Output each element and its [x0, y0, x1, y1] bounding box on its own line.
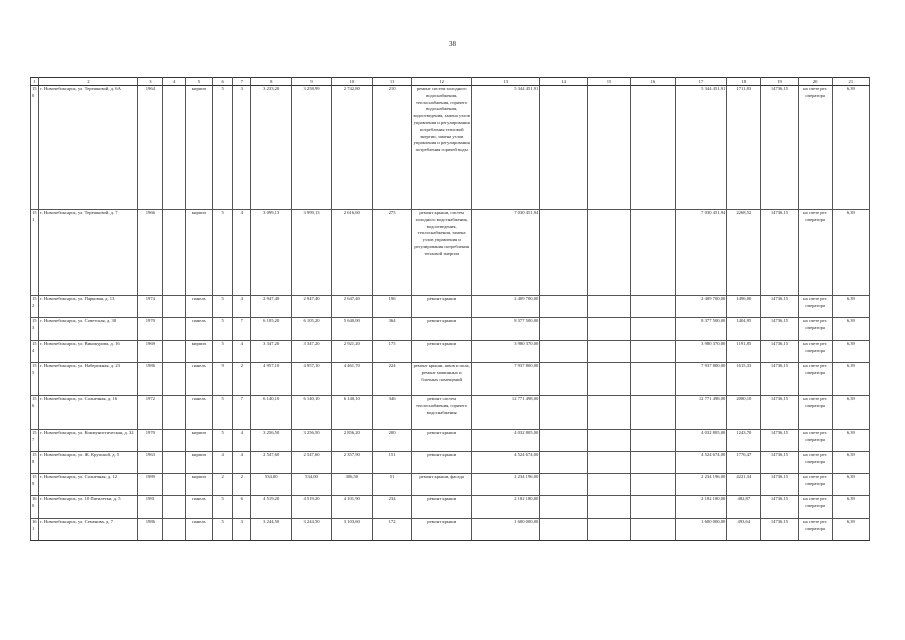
completion-year-cell: 6,39 [832, 519, 869, 541]
area-premises-cell: 4 957,10 [292, 363, 331, 396]
num-cell: 152 [31, 296, 39, 318]
address-cell: г. Новочебоксарск, ул. Семенова, д. 7 [39, 519, 138, 541]
column-number-cell: 8 [251, 78, 292, 86]
unit-cost-cell: 1404,95 [727, 318, 761, 341]
residents-cell: 151 [372, 452, 411, 474]
year-built-cell: 1986 [138, 519, 163, 541]
limit-cost-cell: 14736,15 [761, 430, 798, 452]
repair-works-cell: ремонт крыши, швов и пола, ремонт машинных и блочных помещений [412, 363, 472, 396]
year-built-cell: 1972 [138, 396, 163, 430]
fund-amount-cell: 2 182 180,00 [675, 496, 727, 519]
area-premises-cell: 3 258,99 [292, 86, 331, 210]
area-premises-cell: 6 140,10 [292, 396, 331, 430]
empty-cell [163, 318, 186, 341]
residents-cell: 200 [372, 430, 411, 452]
funding-source-cell: на счете рег. оператора [798, 210, 832, 296]
address-cell: г. Новочебоксарск, ул. Парковая, д. 13 [39, 296, 138, 318]
residents-cell: 224 [372, 363, 411, 396]
unit-cost-cell: 1615,33 [727, 363, 761, 396]
empty-cell [163, 86, 186, 210]
address-cell: г. Новочебоксарск, ул. 10 Пятилетки, д. 5 [39, 496, 138, 519]
empty-cell [163, 396, 186, 430]
table-row [31, 296, 870, 318]
column-number-cell: 10 [331, 78, 372, 86]
wall-material-cell: кирпич [185, 452, 212, 474]
address-cell: г. Новочебоксарск, ул. Коммунистическая, д. 32 [39, 430, 138, 452]
total-area-cell: 3 244,50 [251, 519, 292, 541]
table-row [31, 452, 870, 474]
total-area-cell: 6 105,20 [251, 318, 292, 341]
empty-cell [587, 519, 630, 541]
empty-cell [163, 452, 186, 474]
column-number-cell: 2 [39, 78, 138, 86]
floors-cell: 5 [212, 519, 233, 541]
completion-year-cell: 6,39 [832, 496, 869, 519]
column-number-cell: 9 [292, 78, 331, 86]
wall-material-cell: панель [185, 396, 212, 430]
entrances-cell: 2 [233, 363, 251, 396]
year-built-cell: 1986 [138, 363, 163, 396]
unit-cost-cell: 2080,10 [727, 396, 761, 430]
column-number-cell: 4 [163, 78, 186, 86]
entrances-cell: 3 [233, 86, 251, 210]
num-cell: 160 [31, 496, 39, 519]
total-area-cell: 2 547,60 [251, 452, 292, 474]
address-cell: г. Новочебоксарск, ул. Ж. Крупской, д. 5 [39, 452, 138, 474]
column-number-cell: 15 [587, 78, 630, 86]
year-built-cell: 1974 [138, 296, 163, 318]
year-built-cell: 1981 [138, 496, 163, 519]
repair-works-cell: ремонт систем холодного водоснабжения, теплоснабжения, горячего водоснабжения, водоотведения, замена узлов управления и регулирования потребления тепловой энергии, замена узлов управления и регулирования потребления горячей воды [412, 86, 472, 210]
area-residential-cell: 306,50 [331, 474, 372, 496]
num-cell: 150 [31, 86, 39, 210]
repair-works-cell: ремонт крыши, фасада [412, 474, 472, 496]
fund-amount-cell: 2 409 700,00 [675, 296, 727, 318]
floors-cell: 5 [212, 341, 233, 363]
empty-cell [163, 474, 186, 496]
empty-cell [540, 519, 588, 541]
funding-source-cell: на счете рег. оператора [798, 341, 832, 363]
completion-year-cell: 6,39 [832, 210, 869, 296]
empty-cell [540, 86, 588, 210]
column-number-cell: 20 [798, 78, 832, 86]
limit-cost-cell: 14736,15 [761, 474, 798, 496]
total-cost-cell: 3 980 370,00 [472, 341, 540, 363]
residents-cell: 275 [372, 210, 411, 296]
empty-cell [631, 341, 675, 363]
column-number-cell: 7 [233, 78, 251, 86]
empty-cell [540, 363, 588, 396]
wall-material-cell: панель [185, 519, 212, 541]
total-area-cell: 4 957,10 [251, 363, 292, 396]
area-residential-cell: 4 101,90 [331, 496, 372, 519]
empty-cell [163, 430, 186, 452]
residents-cell: 364 [372, 318, 411, 341]
repair-works-cell: ремонт крыши [412, 496, 472, 519]
fund-amount-cell: 1 600 000,00 [675, 519, 727, 541]
empty-cell [540, 341, 588, 363]
column-number-cell: 14 [540, 78, 588, 86]
empty-cell [587, 496, 630, 519]
address-cell: г. Новочебоксарск, ул. Советская, д. 30 [39, 318, 138, 341]
fund-amount-cell: 4 524 674,00 [675, 452, 727, 474]
total-area-cell: 534,00 [251, 474, 292, 496]
year-built-cell: 1964 [138, 86, 163, 210]
area-premises-cell: 3 347,20 [292, 341, 331, 363]
area-premises-cell: 4 519,20 [292, 496, 331, 519]
limit-cost-cell: 14736,15 [761, 519, 798, 541]
empty-cell [587, 341, 630, 363]
unit-cost-cell: 1191,85 [727, 341, 761, 363]
table-row [31, 430, 870, 452]
unit-cost-cell: 493,64 [727, 519, 761, 541]
table-row [31, 519, 870, 541]
completion-year-cell: 6,39 [832, 474, 869, 496]
wall-material-cell: кирпич [185, 474, 212, 496]
limit-cost-cell: 14736,15 [761, 452, 798, 474]
total-area-cell: 3 256,50 [251, 430, 292, 452]
unit-cost-cell: 1711,83 [727, 86, 761, 210]
address-cell: г. Новочебоксарск, ул. Солнечная, д. 16 [39, 396, 138, 430]
empty-cell [540, 430, 588, 452]
table-row [31, 318, 870, 341]
num-cell: 155 [31, 363, 39, 396]
residents-cell: 210 [372, 86, 411, 210]
funding-source-cell: на счете рег. оператора [798, 430, 832, 452]
total-area-cell: 6 140,10 [251, 396, 292, 430]
funding-source-cell: на счете рег. оператора [798, 396, 832, 430]
column-number-cell: 17 [675, 78, 727, 86]
limit-cost-cell: 14736,15 [761, 210, 798, 296]
empty-cell [631, 396, 675, 430]
empty-cell [631, 496, 675, 519]
repair-works-cell: ремонт крыши, систем холодного водоснабжения, водоотведения, теплоснабжения, замена узлов управления и регулирования потребления тепловой энергии [412, 210, 472, 296]
unit-cost-cell: 4221,34 [727, 474, 761, 496]
entrances-cell: 4 [233, 210, 251, 296]
residents-cell: 234 [372, 496, 411, 519]
fund-amount-cell: 3 980 370,00 [675, 341, 727, 363]
residents-cell: 172 [372, 519, 411, 541]
empty-cell [163, 519, 186, 541]
empty-cell [540, 396, 588, 430]
total-cost-cell: 4 524 674,00 [472, 452, 540, 474]
area-residential-cell: 6 140,10 [331, 396, 372, 430]
funding-source-cell: на счете рег. оператора [798, 474, 832, 496]
limit-cost-cell: 14736,15 [761, 396, 798, 430]
floors-cell: 5 [212, 396, 233, 430]
num-cell: 159 [31, 474, 39, 496]
column-number-cell: 5 [185, 78, 212, 86]
unit-cost-cell: 482,87 [727, 496, 761, 519]
area-premises-cell: 3 256,50 [292, 430, 331, 452]
empty-cell [540, 452, 588, 474]
empty-cell [631, 430, 675, 452]
year-built-cell: 1970 [138, 318, 163, 341]
empty-cell [631, 474, 675, 496]
empty-cell [587, 210, 630, 296]
empty-cell [631, 452, 675, 474]
total-cost-cell: 7 030 451,94 [472, 210, 540, 296]
fund-amount-cell: 8 377 500,00 [675, 318, 727, 341]
fund-amount-cell: 7 937 800,00 [675, 363, 727, 396]
empty-cell [587, 430, 630, 452]
year-built-cell: 1963 [138, 452, 163, 474]
column-number-cell: 19 [761, 78, 798, 86]
total-area-cell: 3 099,13 [251, 210, 292, 296]
table-row [31, 496, 870, 519]
year-built-cell: 1989 [138, 474, 163, 496]
wall-material-cell: панель [185, 318, 212, 341]
fund-amount-cell: 5 344 451,91 [675, 86, 727, 210]
column-number-cell: 1 [31, 78, 39, 86]
wall-material-cell: панель [185, 296, 212, 318]
limit-cost-cell: 14736,15 [761, 318, 798, 341]
completion-year-cell: 6,39 [832, 318, 869, 341]
empty-cell [587, 396, 630, 430]
limit-cost-cell: 14736,15 [761, 296, 798, 318]
empty-cell [587, 474, 630, 496]
empty-cell [587, 318, 630, 341]
empty-cell [587, 452, 630, 474]
num-cell: 153 [31, 318, 39, 341]
empty-cell [587, 363, 630, 396]
area-premises-cell: 2 547,60 [292, 452, 331, 474]
area-residential-cell: 2 357,90 [331, 452, 372, 474]
empty-cell [163, 341, 186, 363]
funding-source-cell: на счете рег. оператора [798, 519, 832, 541]
completion-year-cell: 6,39 [832, 296, 869, 318]
total-cost-cell: 2 182 180,00 [472, 496, 540, 519]
total-cost-cell: 2 409 700,00 [472, 296, 540, 318]
empty-cell [163, 363, 186, 396]
table-row [31, 341, 870, 363]
total-cost-cell: 4 032 805,00 [472, 430, 540, 452]
entrances-cell: 3 [233, 519, 251, 541]
completion-year-cell: 6,39 [832, 86, 869, 210]
wall-material-cell: кирпич [185, 86, 212, 210]
total-cost-cell: 1 600 000,00 [472, 519, 540, 541]
area-premises-cell: 2 947,40 [292, 296, 331, 318]
total-cost-cell: 12 771 498,00 [472, 396, 540, 430]
area-residential-cell: 2 921,20 [331, 341, 372, 363]
entrances-cell: 4 [233, 430, 251, 452]
funding-source-cell: на счете рег. оператора [798, 318, 832, 341]
table-row [31, 86, 870, 210]
residents-cell: 51 [372, 474, 411, 496]
unit-cost-cell: 1776,47 [727, 452, 761, 474]
empty-cell [587, 86, 630, 210]
funding-source-cell: на счете рег. оператора [798, 496, 832, 519]
residents-cell: 196 [372, 296, 411, 318]
total-area-cell: 3 347,20 [251, 341, 292, 363]
capital-repair-table [30, 77, 870, 541]
total-cost-cell: 7 937 800,00 [472, 363, 540, 396]
floors-cell: 5 [212, 86, 233, 210]
empty-cell [631, 519, 675, 541]
fund-amount-cell: 12 771 498,00 [675, 396, 727, 430]
entrances-cell: 4 [233, 452, 251, 474]
funding-source-cell: на счете рег. оператора [798, 363, 832, 396]
floors-cell: 5 [212, 430, 233, 452]
empty-cell [540, 318, 588, 341]
address-cell: г. Новочебоксарск, ул. Терешковой, д. 7 [39, 210, 138, 296]
area-residential-cell: 2 616,60 [331, 210, 372, 296]
residents-cell: 175 [372, 341, 411, 363]
empty-cell [540, 474, 588, 496]
entrances-cell: 6 [233, 496, 251, 519]
area-residential-cell: 2 742,80 [331, 86, 372, 210]
limit-cost-cell: 14736,15 [761, 341, 798, 363]
total-area-cell: 4 519,20 [251, 496, 292, 519]
area-premises-cell: 3 999,13 [292, 210, 331, 296]
total-area-cell: 2 947,40 [251, 296, 292, 318]
area-residential-cell: 4 461,70 [331, 363, 372, 396]
completion-year-cell: 6,39 [832, 452, 869, 474]
column-number-cell: 16 [631, 78, 675, 86]
funding-source-cell: на счете рег. оператора [798, 452, 832, 474]
column-number-cell: 21 [832, 78, 869, 86]
unit-cost-cell: 1243,70 [727, 430, 761, 452]
empty-cell [540, 296, 588, 318]
entrances-cell: 7 [233, 318, 251, 341]
entrances-cell: 4 [233, 296, 251, 318]
empty-cell [540, 496, 588, 519]
address-cell: г. Новочебоксарск, ул. Терешковой, д. 6А [39, 86, 138, 210]
limit-cost-cell: 14736,15 [761, 86, 798, 210]
empty-cell [631, 318, 675, 341]
table-row [31, 396, 870, 430]
year-built-cell: 1970 [138, 430, 163, 452]
floors-cell: 5 [212, 318, 233, 341]
repair-works-cell: ремонт крыши [412, 430, 472, 452]
column-number-cell: 6 [212, 78, 233, 86]
wall-material-cell: панель [185, 363, 212, 396]
num-cell: 156 [31, 396, 39, 430]
address-cell: г. Новочебоксарск, ул. Солнечная, д. 12 [39, 474, 138, 496]
num-cell: 151 [31, 210, 39, 296]
column-number-cell: 11 [372, 78, 411, 86]
completion-year-cell: 6,39 [832, 363, 869, 396]
repair-works-cell: ремонт крыши [412, 296, 472, 318]
area-residential-cell: 2 856,20 [331, 430, 372, 452]
num-cell: 158 [31, 452, 39, 474]
column-number-cell: 13 [472, 78, 540, 86]
wall-material-cell: кирпич [185, 341, 212, 363]
completion-year-cell: 6,39 [832, 396, 869, 430]
wall-material-cell: кирпич [185, 430, 212, 452]
repair-works-cell: ремонт крыши [412, 341, 472, 363]
area-residential-cell: 2 647,40 [331, 296, 372, 318]
empty-cell [631, 86, 675, 210]
empty-cell [587, 296, 630, 318]
floors-cell: 5 [212, 210, 233, 296]
table-row [31, 474, 870, 496]
area-residential-cell: 5 640,00 [331, 318, 372, 341]
floors-cell: 9 [212, 363, 233, 396]
repair-works-cell: ремонт крыши [412, 452, 472, 474]
area-premises-cell: 534,00 [292, 474, 331, 496]
address-cell: г. Новочебоксарск, ул. Набережная, д. 23 [39, 363, 138, 396]
empty-cell [631, 296, 675, 318]
repair-works-cell: ремонт крыши [412, 519, 472, 541]
unit-cost-cell: 1496,00 [727, 296, 761, 318]
floors-cell: 5 [212, 496, 233, 519]
entrances-cell: 2 [233, 474, 251, 496]
limit-cost-cell: 14736,15 [761, 496, 798, 519]
residents-cell: 346 [372, 396, 411, 430]
total-cost-cell: 2 234 196,00 [472, 474, 540, 496]
floors-cell: 5 [212, 296, 233, 318]
funding-source-cell: на счете рег. оператора [798, 86, 832, 210]
column-number-cell: 3 [138, 78, 163, 86]
column-number-row [31, 78, 870, 86]
unit-cost-cell: 2268,52 [727, 210, 761, 296]
funding-source-cell: на счете рег. оператора [798, 296, 832, 318]
completion-year-cell: 6,39 [832, 341, 869, 363]
fund-amount-cell: 2 234 196,00 [675, 474, 727, 496]
area-premises-cell: 6 105,20 [292, 318, 331, 341]
empty-cell [631, 210, 675, 296]
empty-cell [163, 496, 186, 519]
fund-amount-cell: 4 032 805,00 [675, 430, 727, 452]
empty-cell [540, 210, 588, 296]
year-built-cell: 1969 [138, 341, 163, 363]
limit-cost-cell: 14736,15 [761, 363, 798, 396]
total-area-cell: 3 233,20 [251, 86, 292, 210]
floors-cell: 2 [212, 474, 233, 496]
table-row [31, 363, 870, 396]
address-cell: г. Новочебоксарск, ул. Винокурова, д. 16 [39, 341, 138, 363]
empty-cell [163, 210, 186, 296]
year-built-cell: 1966 [138, 210, 163, 296]
wall-material-cell: панель [185, 496, 212, 519]
empty-cell [163, 296, 186, 318]
column-number-cell: 12 [412, 78, 472, 86]
num-cell: 157 [31, 430, 39, 452]
wall-material-cell: кирпич [185, 210, 212, 296]
table-row [31, 210, 870, 296]
repair-works-cell: ремонт крыши [412, 318, 472, 341]
page-number: 38 [449, 40, 456, 48]
fund-amount-cell: 7 030 451,94 [675, 210, 727, 296]
empty-cell [631, 363, 675, 396]
num-cell: 154 [31, 341, 39, 363]
area-residential-cell: 3 103,60 [331, 519, 372, 541]
area-premises-cell: 3 244,50 [292, 519, 331, 541]
total-cost-cell: 8 377 500,00 [472, 318, 540, 341]
completion-year-cell: 6,39 [832, 430, 869, 452]
entrances-cell: 7 [233, 396, 251, 430]
total-cost-cell: 5 344 451,91 [472, 86, 540, 210]
repair-works-cell: ремонт систем теплоснабжения, горячего водоснабжения [412, 396, 472, 430]
num-cell: 161 [31, 519, 39, 541]
floors-cell: 4 [212, 452, 233, 474]
column-number-cell: 18 [727, 78, 761, 86]
entrances-cell: 4 [233, 341, 251, 363]
